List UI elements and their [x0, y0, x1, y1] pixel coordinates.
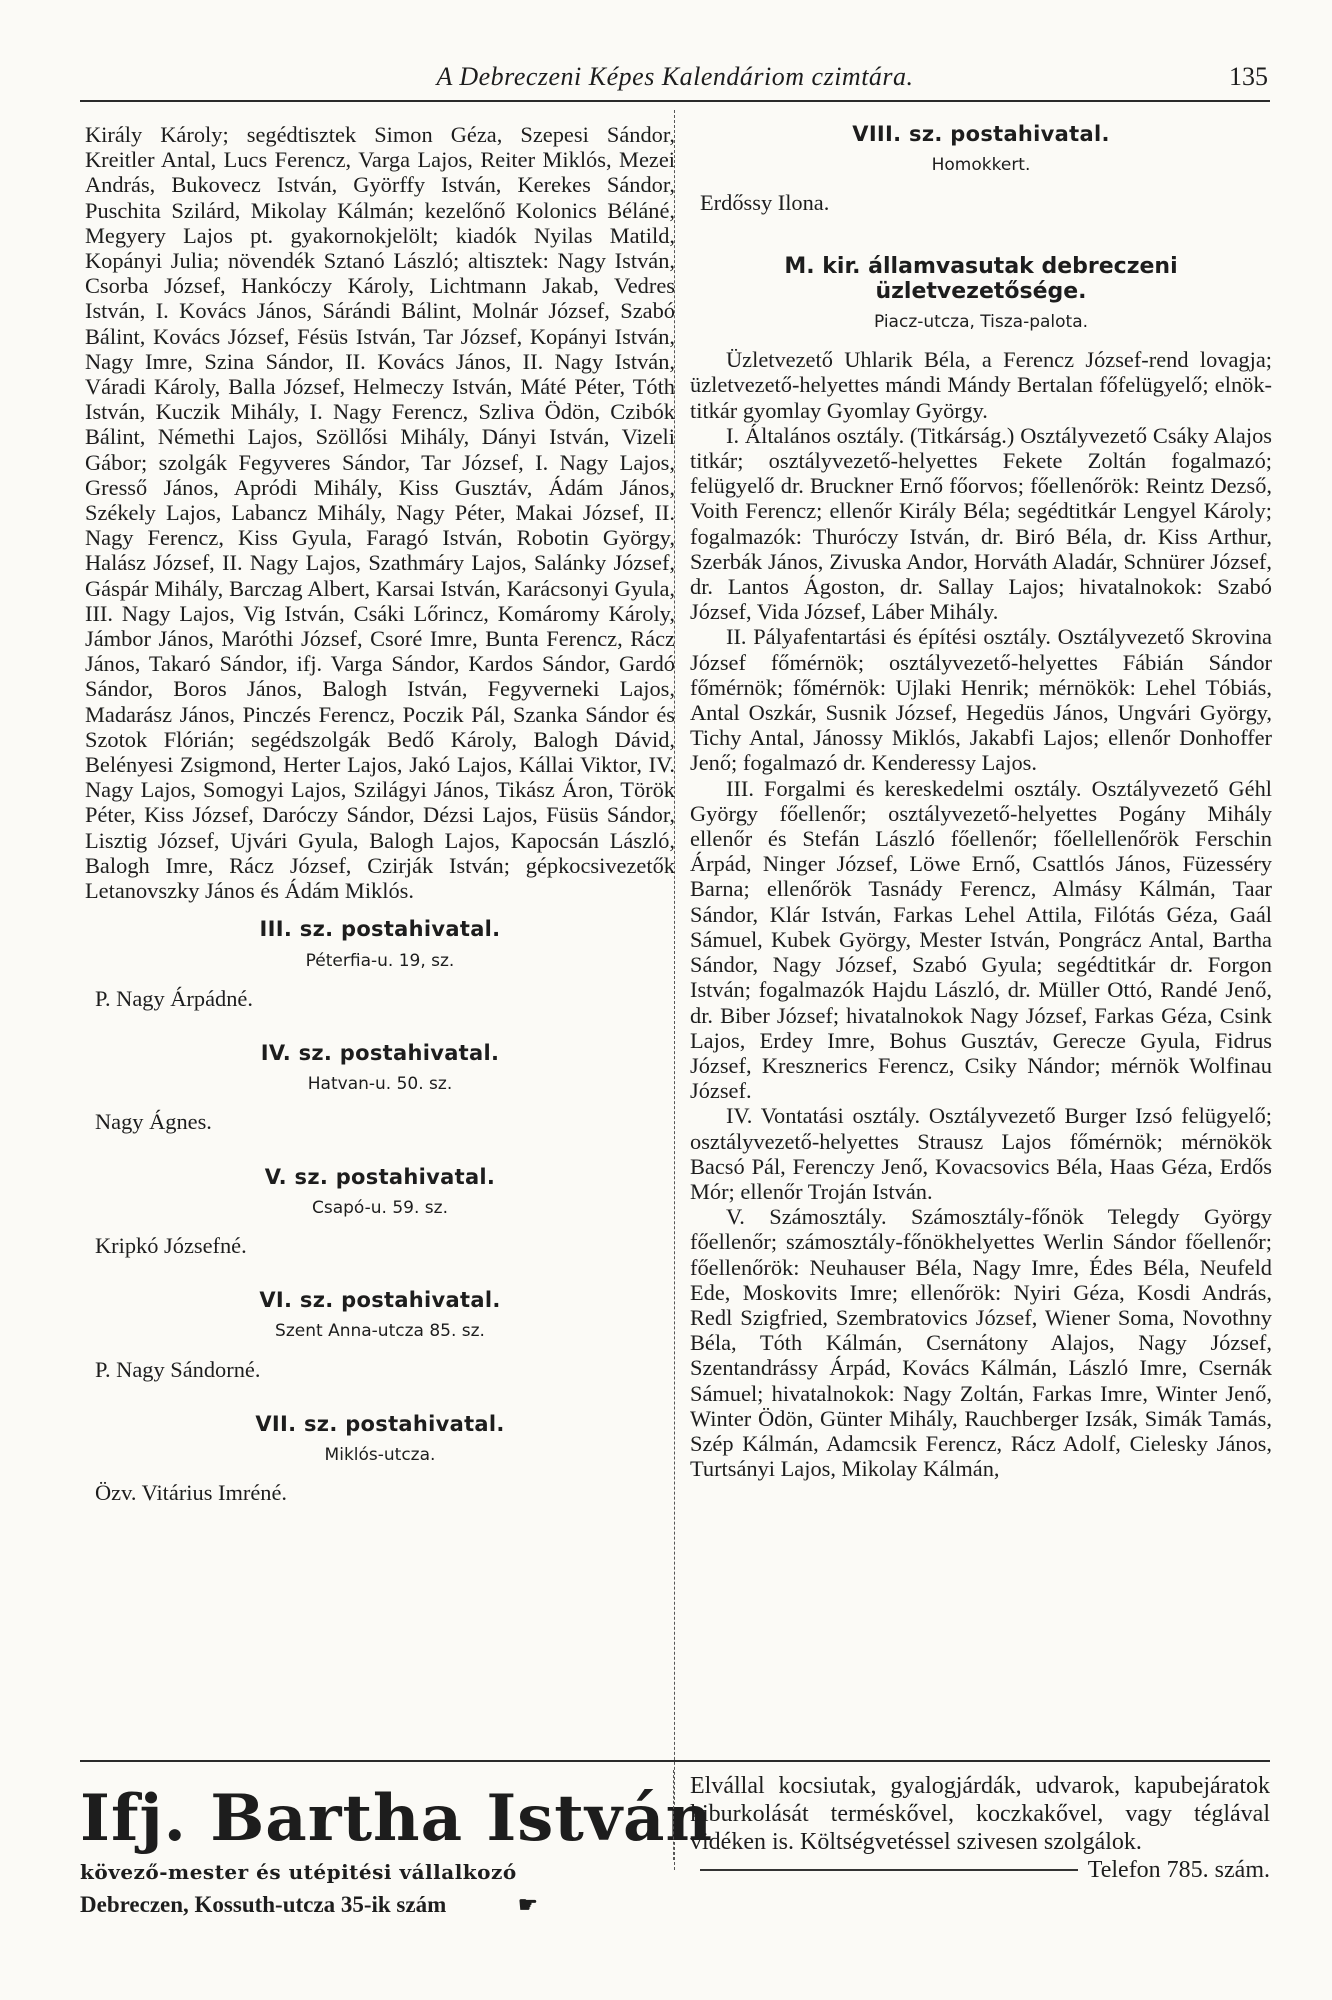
advertiser-address: Debreczen, Kossuth-utcza 35-ik szám [80, 1892, 447, 1917]
railway-paragraph: III. Forgalmi és kereskedelmi osztály. Osztályvezető Géhl György főellenőr; osztályvezető-helyettes Pogány Mihály ellenőr és Stefán László főellenőr; főellellenőrök Ferschin Árpád, Ninger József, Löwe Ernő, Csattlós János, Füzesséry Barna; ellenőrök Tasnády Ferencz, Almásy Kálmán, Taar Sándor, Klár István, Farkas Lehel Attila, Filótás Géza, Gaál Sámuel, Kubek György, Mester István, Pongrácz Antal, Bartha Sándor, Nagy József, Szabó Gyula; segédtitkár dr. Forgon István; fogalmazók Hajdu László, dr. Müller Ottó, Randé Jenő, dr. Biber József; hivatalnokok Nagy József, Farkas Géza, Csink Lajos, Erdey Imre, Bohus Gusztáv, Gerecze Gyula, Fidrus József, Kresznerics Ferencz, Csiky Nándor; mérnök Wolfinau József. [690, 775, 1272, 1104]
office-person: P. Nagy Árpádné. [95, 985, 253, 1011]
office-address: Miklós-utcza. [324, 1444, 436, 1465]
office-heading: VIII. sz. postahivatal. [852, 122, 1110, 146]
advertiser-address-line [80, 1892, 660, 1918]
railway-paragraph: I. Általános osztály. (Titkárság.) Osztályvezető Csáky Alajos titkár; osztályvezető-helyettes Fekete Zoltán fogalmazó; felügyelő dr. Bruckner Ernő főorvos; főellenőrök: Reintz Dezső, Voith Ferencz; ellenőr Király Béla; segédtitkár Lengyel Károly; fogalmazók: Thuróczy István, dr. Biró Béla, dr. Kiss Arthur, Szerbák János, Zivuska Andor, Horváth Aladár, Schnürer József, dr. Lantos Ágoston, dr. Sallay Lajos; hivatalnokok: Szabó József, Vida József, Láber Mihály. [690, 422, 1272, 625]
advertisement [80, 1781, 714, 1918]
office-heading: V. sz. postahivatal. [264, 1164, 496, 1189]
railway-paragraph: Üzletvezető Uhlarik Béla, a Ferencz József-rend lovagja; üzletvezető-helyettes mándi Mándy Bertalan főfelügyelő; elnök-titkár gyomlay Gyomlay György. [690, 347, 1272, 423]
railway-paragraph: II. Pályafentartási és építési osztály. Osztályvezető Skrovina József főmérnök; osztályvezető-helyettes Fábián Sándor főmérnök; főmérnök: Ujlaki Henrik; mérnökök: Lehel Tóbiás, Antal Oszkár, Susnik József, Hegedüs János, Ungvári György, Tichy Antal, Jánossy Miklós, Jakabfi Lajos; ellenőr Donhoffer Jenő; fogalmazó dr. Kenderessy Lajos. [690, 624, 1272, 776]
office-block [85, 1165, 675, 1259]
pointing-hand-icon: ☛ [518, 1892, 538, 1917]
office-person: Özv. Vitárius Imréné. [95, 1480, 288, 1506]
phone-line [690, 1856, 1270, 1884]
phone-number: Telefon 785. szám. [1087, 1857, 1270, 1883]
office-address: Hatvan-u. 50. sz. [307, 1074, 453, 1095]
office-person: Erdőssy Ilona. [700, 190, 830, 216]
office-address: Homokkert. [931, 155, 1031, 176]
office-block [85, 1288, 675, 1382]
railway-heading: M. kir. államvasutak debreczeni üzletvezetősége. [784, 253, 1178, 304]
advertisement-offer [690, 1772, 1270, 1884]
staff-list: Király Károly; segédtisztek Simon Géza, Szepesi Sándor, Kreitler Antal, Lucs Ferencz, Varga Lajos, Reiter Miklós, Mezei András, Bukovecz István, Györffy István, Kerekes Sándor, Puschita Szilárd, Mikolay Kálmán; kezelőnő Kolonics Béláné, Megyery Lajos pt. gyakornokjelölt; kiadók Nyilas Matild, Kopányi Julia; növendék Sztanó László; altisztek: Nagy István, Csorba József, Hankóczy Károly, Lichtmann Jakab, Vedres István, I. Kovács János, Sárándi Bálint, Molnár József, Szabó Bálint, Kovács József, Fésüs István, Tar József, Kopányi István, Nagy Imre, Szina Sándor, II. Kovács János, II. Nagy István, Váradi Károly, Balla József, Helmeczy István, Máté Péter, Tóth István, Kuczik Mihály, I. Nagy Ferencz, Szliva Ödön, Czibók Bálint, Némethi Lajos, Szöllősi Mihály, Dányi István, Vizeli Gábor; szolgák Fegyveres Sándor, Tar József, I. Nagy Lajos, Gresső János, Apródi Mihály, Kiss Gusztáv, Ádám János, Székely Lajos, Labancz Mihály, Nagy Péter, Makai József, II. Nagy Ferencz, Kiss Gyula, Faragó István, Robotin György, Halász József, II. Nagy Lajos, Szathmáry Lajos, Salánky József, Gáspár Mihály, Barczag Albert, Karsai István, Karácsonyi Gyula, III. Nagy Lajos, Vig István, Csáki Lőrincz, Komáromy Károly, Jámbor János, Maróthi József, Csoré Imre, Bunta Ferencz, Rácz János, Takaró Sándor, ifj. Varga Sándor, Kardos Sándor, Gardó Sándor, Boros János, Balogh István, Fegyverneki Lajos, Madarász János, Pinczés Ferencz, Poczik Pál, Szanka Sándor és Szotok Flórián; segédszolgák Bedő Károly, Balogh Dávid, Belényesi Zsigmond, Herter Lajos, Jakó Lajos, Kállai Viktor, IV. Nagy Lajos, Somogyi Lajos, Szilágyi János, Tikász Áron, Török Péter, Kiss József, Daróczy Sándor, Dézsi Lajos, Füsüs Sándor, Lisztig József, Ujvári Gyula, Balogh Lajos, Kapocsán László, Balogh Imre, Rácz József, Czirják István; gépkocsivezetők Letanovszky János és Ádám Miklós. [85, 122, 675, 904]
office-address: Szent Anna-utcza 85. sz. [275, 1321, 485, 1342]
office-person: Nagy Ágnes. [95, 1109, 212, 1135]
page-number: 135 [1229, 62, 1268, 91]
office-person: P. Nagy Sándorné. [95, 1356, 261, 1382]
office-heading: IV. sz. postahivatal. [260, 1040, 500, 1065]
office-person: Kripkó Józsefné. [95, 1232, 247, 1258]
offer-text: Elvállal kocsiutak, gyalogjárdák, udvarok, kapubejáratok kiburkolását terméskővel, koczkakővel, vagy téglával vidéken is. Költségvetéssel szivesen szolgálok. [690, 1773, 1270, 1855]
office-address: Péterfia-u. 19, sz. [305, 950, 455, 971]
advertiser-name: Ifj. Bartha István [80, 1781, 714, 1856]
railway-paragraph: V. Számosztály. Számosztály-főnök Telegdy György főellenőr; számosztály-főnökhelyettes Werlin Sándor főellenőr; főellenőrök: Neuhauser Béla, Nagy Imre, Édes Béla, Neufeld Ede, Moskovits Imre; ellenőrök: Nyiri Géza, Kosdi András, Redl Szigfried, Szembratovics József, Wiener Soma, Novothny Béla, Tóth Kálmán, Csernátony Alajos, Nagy József, Szentandrássy Árpád, Kovács Kálmán, László Imre, Csernák Sámuel; hivatalnokok: Nagy Zoltán, Farkas Imre, Winter Jenő, Winter Ödön, Günter Mihály, Rauchberger Izsák, Simák Tamás, Szép Kálmán, Adamcsik Ferencz, Rácz Adolf, Cielesky János, Turtsányi Lajos, Mikolay Kálmán, [690, 1204, 1272, 1482]
office-block [85, 917, 675, 1011]
office-heading: VII. sz. postahivatal. [255, 1411, 505, 1436]
office-address: Csapó-u. 59. sz. [312, 1197, 448, 1218]
office-block [85, 1412, 675, 1506]
page-header [80, 60, 1270, 102]
office-heading: VI. sz. postahivatal. [259, 1288, 501, 1313]
right-column [690, 122, 1272, 1481]
railway-paragraph: IV. Vontatási osztály. Osztályvezető Burger Izsó felügyelő; osztályvezető-helyettes Strausz Lajos főmérnök; mérnökök Bacsó Pál, Ferenczy Jenő, Kovacsovics Béla, Haas Géza, Erdős Mór; ellenőr Troján István. [690, 1103, 1272, 1204]
running-title: A Debreczeni Képes Kalendáriom czimtára. [436, 62, 914, 91]
left-column [85, 122, 675, 1505]
office-heading: III. sz. postahivatal. [259, 917, 501, 942]
dash-rule [700, 1869, 1078, 1871]
advertisement-rule [80, 1760, 1270, 1762]
railway-address: Piacz-utcza, Tisza-palota. [873, 312, 1089, 333]
office-block [85, 1041, 675, 1135]
advertiser-trade: kövező-mester és utépitési vállalkozó [80, 1860, 517, 1884]
advertisement-divider [673, 1770, 674, 1860]
